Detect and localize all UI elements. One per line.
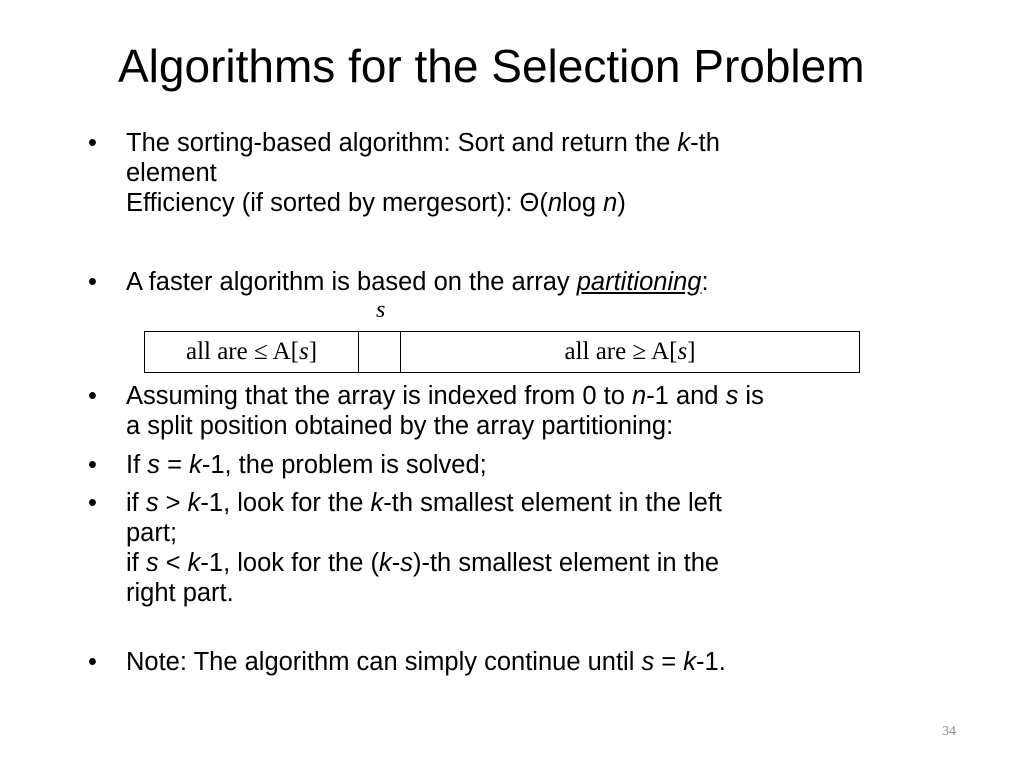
bullet-line: The sorting-based algorithm: Sort and return the k-th	[126, 129, 720, 157]
bullet-line: A faster algorithm is based on the array partitioning:	[126, 268, 709, 296]
partition-left-cell: all are ≤ A[ s ]	[145, 332, 359, 372]
bullet-line: Note: The algorithm can simply continue until s = k-1.	[126, 648, 726, 676]
bullet-marker: •	[88, 129, 97, 157]
bullet-text	[126, 647, 938, 677]
bullet-marker: •	[88, 648, 97, 676]
bullet-assuming	[88, 381, 938, 441]
bullet-marker: •	[88, 268, 97, 296]
bullet-text	[126, 381, 938, 441]
bullet-text	[126, 488, 938, 608]
bullet-sorting-based	[88, 128, 938, 218]
bullet-text	[126, 128, 938, 218]
bullet-line: Efficiency (if sorted by mergesort): Θ(nlog n)	[126, 189, 626, 217]
bullet-line: Assuming that the array is indexed from 0 to n-1 and s is	[126, 382, 764, 410]
bullet-marker: •	[88, 451, 97, 479]
bullet-line: if s > k-1, look for the k-th smallest element in the left	[126, 489, 722, 517]
split-position-label: s	[376, 297, 386, 323]
bullet-line: element	[126, 159, 217, 187]
bullet-line: part;	[126, 519, 178, 547]
partition-diagram	[144, 331, 860, 373]
bullet-text	[126, 450, 938, 480]
partition-right-cell: all are ≥ A[ s ]	[564, 338, 696, 365]
bullet-note	[88, 647, 938, 677]
bullet-line: if s < k-1, look for the (k-s)-th smallest element in the	[126, 549, 720, 577]
bullet-solved	[88, 450, 938, 480]
bullet-marker: •	[88, 489, 97, 517]
bullet-line: right part.	[126, 579, 234, 607]
bullet-text	[126, 267, 938, 297]
bullet-line: a split position obtained by the array partitioning:	[126, 412, 674, 440]
bullet-marker: •	[88, 382, 97, 410]
bullet-line: If s = k-1, the problem is solved;	[126, 451, 487, 479]
page-number: 34	[942, 724, 956, 739]
slide-title: Algorithms for the Selection Problem	[118, 40, 865, 92]
partitioning-term: partitioning	[576, 268, 702, 296]
partition-split-cell	[359, 332, 401, 372]
bullet-partitioning	[88, 267, 938, 297]
bullet-recurse	[88, 488, 938, 608]
